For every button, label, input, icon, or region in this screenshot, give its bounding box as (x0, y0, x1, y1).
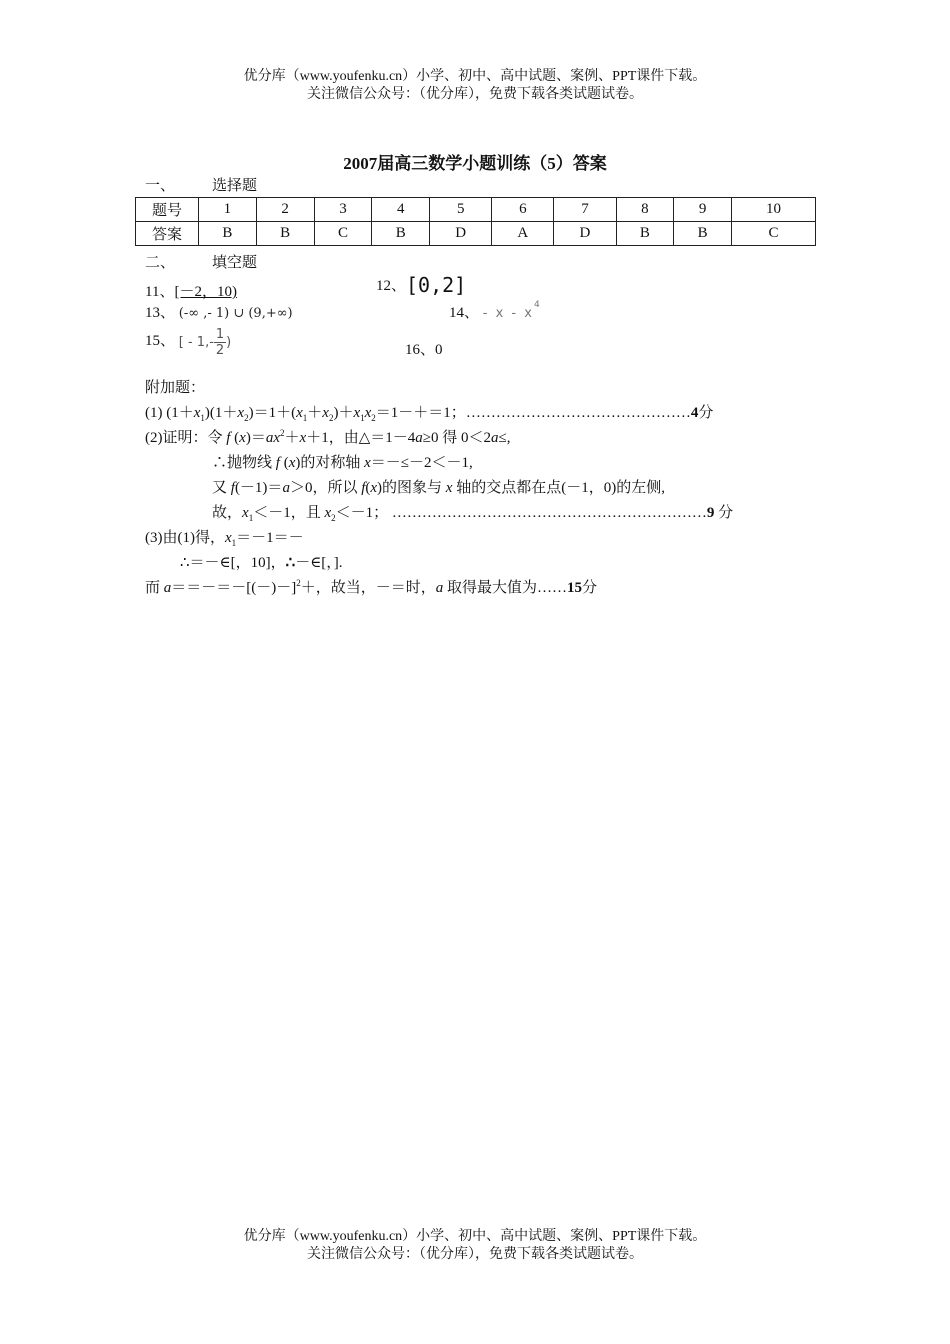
table-cell: A (492, 222, 554, 246)
table-row-answers (136, 222, 816, 246)
extra-part2-line2: ∴抛物线 f (x)的对称轴 x＝－≤－2＜－1, (212, 455, 473, 471)
part3-points: 15 (567, 580, 583, 596)
extra-part3-line3: 而 a＝＝－＝－[(－)－]$^2$＋，故当，－＝时，a 取得最大值为……15分 (145, 578, 598, 596)
table-cell: B (674, 222, 732, 246)
q11-number: 11、 (145, 284, 175, 300)
q15-close: ) (226, 334, 232, 350)
extra-dots2: ……………………………………………………… (391, 505, 707, 521)
section1-label: 选择题 (212, 178, 258, 194)
q14-answer: - x - x (482, 306, 534, 321)
fill-q15 (145, 327, 231, 358)
section2-label: 填空题 (212, 255, 258, 271)
table-cell: B (256, 222, 314, 246)
table-cell: 4 (372, 198, 430, 222)
table-cell: B (199, 222, 257, 246)
table-cell: 1 (199, 198, 257, 222)
table-cell: 7 (554, 198, 616, 222)
table-header-label: 题号 (136, 198, 199, 222)
fill-q16: 16、0 (405, 342, 443, 358)
q15-fraction-numerator: 1 (215, 327, 225, 342)
section2-number: 二、 (145, 255, 176, 271)
part2-fen: 分 (718, 505, 734, 521)
table-cell: 10 (732, 198, 816, 222)
q15-fraction (214, 327, 226, 358)
section1-number: 一、 (145, 178, 176, 194)
q15-fraction-denominator: 2 (215, 343, 225, 358)
q13-answer: (-∞ ,- 1) ∪ (9,+∞) (178, 306, 293, 321)
q14-exponent: 4 (533, 300, 540, 310)
extra-dots1: ……………………………………… (465, 405, 691, 421)
q14-number: 14、 (449, 305, 480, 321)
fill-q11 (145, 280, 255, 301)
table-cell: B (616, 222, 674, 246)
part3-fen: 分 (582, 580, 598, 596)
page-footer-line2: 关注微信公众号：（优分库），免费下载各类试题试卷。 (307, 1247, 643, 1262)
q15-number: 15、 (145, 332, 176, 349)
part1-fen: 分 (698, 405, 714, 421)
extra-part2-line3: 又 f(－1)＝a＞0，所以 f(x)的图象与 x 轴的交点都在点(－1，0)的左侧, (212, 480, 665, 496)
part2-points: 9 (706, 505, 715, 521)
q12-answer: [0,2] (406, 273, 467, 297)
extra-part1: (1) $(1+x_1)(1+x_2)=1+(x_1+x_2)+x_1x_2=1-+=1$；………………………………………4分 (145, 405, 714, 423)
table-cell: B (372, 222, 430, 246)
extra-heading: 附加题： (145, 380, 206, 396)
page-footer-line1: 优分库（www.youfenku.cn）小学、初中、高中试题、案例、PPT课件下载。 (243, 1229, 707, 1244)
extra-part3-line1: (3)由(1)得，$x_1=-1=-$ (145, 530, 304, 548)
q13-number: 13、 (145, 305, 176, 321)
extra-part2-line4: 故，$x_1<-1$，且 $x_2<-1$； ………………………………………………………9 分 (212, 505, 734, 523)
table-cell: 9 (674, 198, 732, 222)
extra-dots3: …… (537, 580, 568, 596)
table-cell: 2 (256, 198, 314, 222)
fill-q14 (449, 301, 540, 322)
table-row-numbers (136, 198, 816, 222)
document-title: 2007届高三数学小题训练（5）答案 (343, 154, 607, 173)
table-cell: 8 (616, 198, 674, 222)
table-cell: C (314, 222, 372, 246)
table-cell: C (732, 222, 816, 246)
q11-answer: [－2，10) (174, 284, 237, 300)
table-cell: 6 (492, 198, 554, 222)
q15-open: [ - 1,- (178, 334, 214, 350)
extra-part2-line1: (2)证明：令 f $(x)=ax^2+x+1$，由△＝1－4a≥0 得 0＜2a≤, (145, 428, 511, 446)
table-cell: 5 (430, 198, 492, 222)
part1-points: 4 (690, 405, 699, 421)
extra-part3-line2: ∴＝－∈[，10]，∴－∈[，]. (180, 555, 343, 571)
page-header-line1: 优分库（www.youfenku.cn）小学、初中、高中试题、案例、PPT课件下载。 (243, 69, 707, 84)
q12-number: 12、 (376, 278, 407, 294)
fill-q13 (145, 301, 293, 322)
table-cell: D (430, 222, 492, 246)
table-cell: D (554, 222, 616, 246)
table-answer-label: 答案 (136, 222, 199, 246)
answer-table (135, 197, 816, 246)
table-cell: 3 (314, 198, 372, 222)
fill-q12 (376, 273, 466, 297)
page-header-line2: 关注微信公众号：（优分库），免费下载各类试题试卷。 (307, 87, 643, 102)
